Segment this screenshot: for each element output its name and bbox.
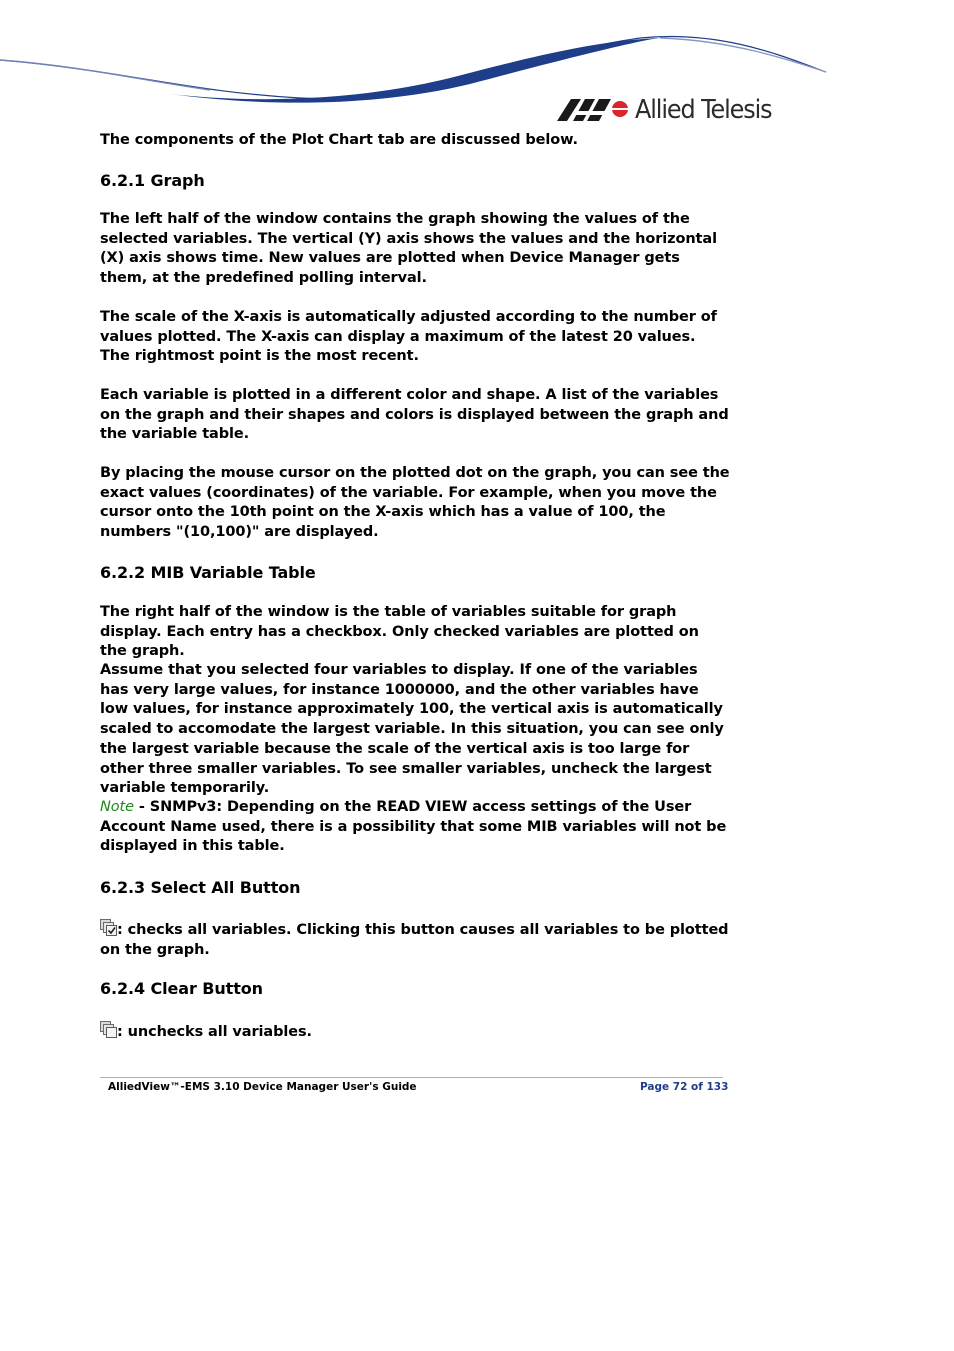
section-heading-select-all: 6.2.3 Select All Button [100,878,301,897]
section-heading-mib: 6.2.2 MIB Variable Table [100,563,316,582]
section-heading-clear: 6.2.4 Clear Button [100,979,263,998]
mib-paragraph-1: The right half of the window is the table of variables suitable for graph display. Each entry has a checkbox. Only checked variables are plotted on the graph. [100,604,699,660]
mib-paragraph-2: Assume that you selected four variables to display. If one of the variables has very large values, for instance 1000000, and the other variables have low values, for instance approximately 100, the vertical axis is automatically scaled to accomodate the largest variable. In this situation, you can see only the largest variable because the scale of the vertical axis is too large for other three smaller variables. To see smaller variables, uncheck the largest variable temporarily. [100,662,724,797]
graph-paragraph-2: The scale of the X-axis is automatically adjusted according to the number of values plotted. The X-axis can display a maximum of the latest 20 values. The rightmost point is the most recent. [100,309,717,365]
intro-text: The components of the Plot Chart tab are discussed below. [100,132,578,148]
graph-paragraph-3: Each variable is plotted in a different color and shape. A list of the variables on the graph and their shapes and colors is displayed between the graph and the variable table. [100,387,729,443]
footer-page-number: Page 72 of 133 [640,1081,729,1093]
allied-telesis-logo [557,93,783,127]
clear-icon [100,1021,117,1038]
section-heading-graph: 6.2.1 Graph [100,171,205,190]
graph-paragraph-4: By placing the mouse cursor on the plotted dot on the graph, you can see the exact values (coordinates) of the variable. For example, when you move the cursor onto the 10th point on the X-axis which has a value of 100, the numbers "(10,100)" are displayed. [100,465,730,541]
select-all-description [100,919,730,960]
footer-divider [100,1077,723,1078]
select-all-icon [100,919,117,936]
header-swoosh [0,0,954,140]
clear-description [100,1021,730,1043]
logo-text: Allied Telesis [635,95,772,125]
note-label: Note [100,799,134,815]
mib-note [100,798,730,857]
footer-title: AlliedView™-EMS 3.10 Device Manager User's Guide [108,1081,417,1093]
graph-paragraph-1: The left half of the window contains the graph showing the values of the selected variables. The vertical (Y) axis shows the values and the horizontal (X) axis shows time. New values are plotted when Device Manager gets them, at the predefined polling interval. [100,211,717,287]
select-all-text: : checks all variables. Clicking this button causes all variables to be plotted on the graph. [100,922,729,958]
clear-text: : unchecks all variables. [117,1024,312,1040]
note-text: - SNMPv3: Depending on the READ VIEW access settings of the User Account Name used, there is a possibility that some MIB variables will not be displayed in this table. [100,799,727,855]
logo-mark-icon [557,97,629,123]
